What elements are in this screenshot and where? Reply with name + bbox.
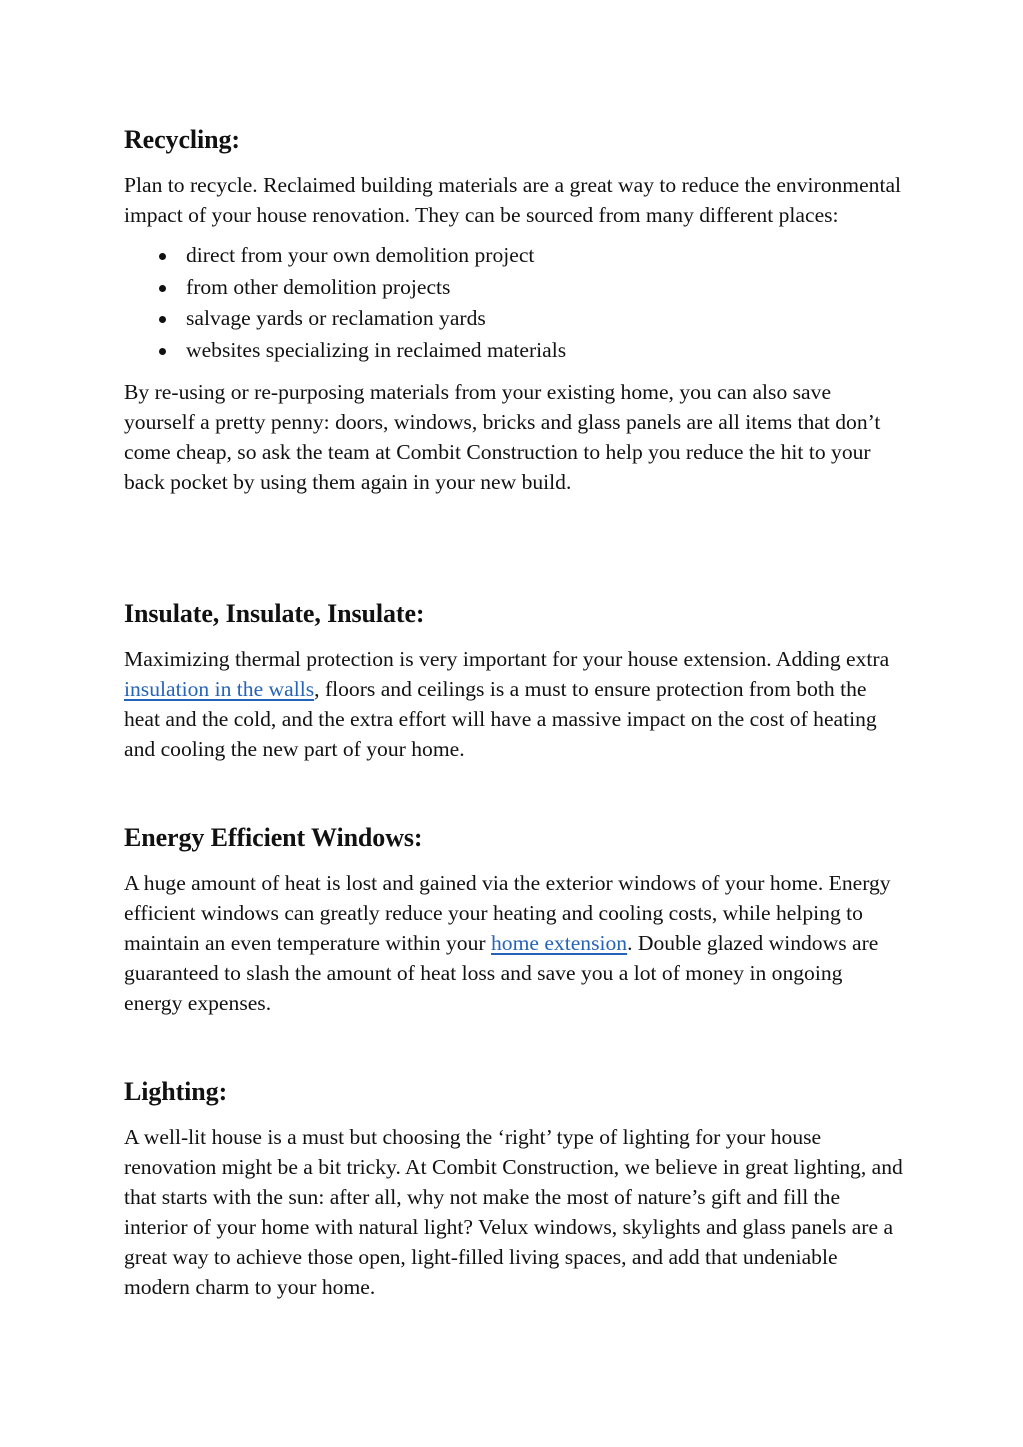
bullet-icon	[159, 316, 166, 323]
list-item: direct from your own demolition project	[124, 240, 904, 272]
heading-windows: Energy Efficient Windows:	[124, 823, 423, 852]
bullet-icon	[159, 348, 166, 355]
section-recycling	[124, 120, 904, 497]
list-item: salvage yards or reclamation yards	[124, 303, 904, 335]
recycling-intro: Plan to recycle. Reclaimed building materials are a great way to reduce the environmental impact of your house renovation. They can be sourced from many different places:	[124, 173, 902, 227]
insulate-paragraph: Maximizing thermal protection is very important for your house extension. Adding extra insulation in the walls, floors and ceilings is a must to ensure protection from both the heat and the cold, and the extra effort will have a massive impact on the cost of heating and cooling the new part of your home.	[124, 647, 890, 761]
recycling-list	[124, 240, 904, 367]
heading-insulate: Insulate, Insulate, Insulate:	[124, 599, 425, 628]
section-windows	[124, 818, 904, 1018]
windows-paragraph: A huge amount of heat is lost and gained via the exterior windows of your home. Energy efficient windows can greatly reduce your heating and cooling costs, while helping to maintain an even temperature within your home extension. Double glazed windows are guaranteed to slash the amount of heat loss and save you a lot of money in ongoing energy expenses.	[124, 871, 891, 1015]
list-item: from other demolition projects	[124, 272, 904, 304]
heading-lighting: Lighting:	[124, 1077, 228, 1106]
home-extension-link[interactable]: home extension	[490, 931, 628, 955]
insulation-link[interactable]: insulation in the walls	[124, 677, 315, 701]
bullet-icon	[159, 285, 166, 292]
section-lighting	[124, 1072, 904, 1302]
bullet-icon	[159, 253, 166, 260]
lighting-paragraph: A well-lit house is a must but choosing the ‘right’ type of lighting for your house renovation might be a bit tricky. At Combit Construction, we believe in great lighting, and that starts with the sun: after all, why not make the most of nature’s gift and fill the interior of your home with natural light? Velux windows, skylights and glass panels are a great way to achieve those open, light-filled living spaces, and add that undeniable modern charm to your home.	[124, 1125, 903, 1299]
list-item: websites specializing in reclaimed materials	[124, 335, 904, 367]
section-insulate	[124, 594, 904, 764]
heading-recycling: Recycling:	[124, 125, 240, 154]
recycling-outro: By re-using or re-purposing materials from your existing home, you can also save yourself a pretty penny: doors, windows, bricks and glass panels are all items that don’t come cheap, so ask the team at Combit Construction to help you reduce the hit to your back pocket by using them again in your new build.	[124, 379, 881, 494]
